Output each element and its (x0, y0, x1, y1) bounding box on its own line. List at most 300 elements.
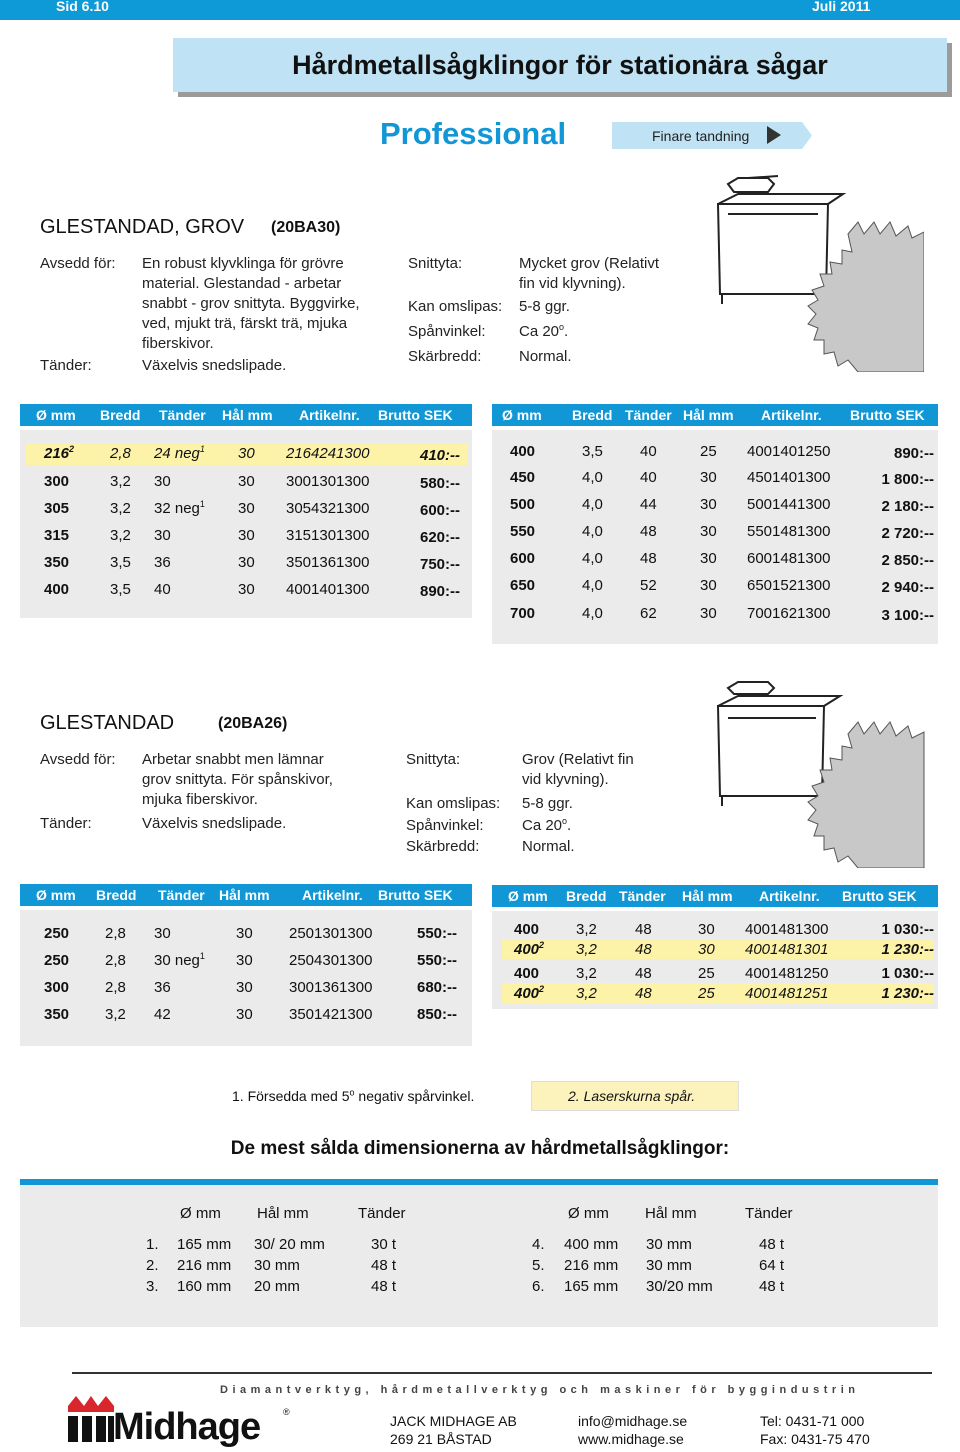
t4-bredd (576, 965, 597, 982)
company-name: JACK MIDHAGE AB (390, 1413, 517, 1429)
top-bar (0, 0, 960, 20)
t4-tander-value: 48 (635, 941, 652, 958)
t4-art-value: 4001481251 (745, 985, 829, 1002)
t3-price (417, 925, 457, 942)
footnote-2: 2. Laserskurna spår. (568, 1088, 696, 1104)
t2-dia-value: 600 (510, 550, 536, 567)
t4-price: 1 030:-- (881, 921, 934, 938)
t4-bredd-value: 3,2 (576, 985, 597, 1002)
s2-snitt-line: vid klyvning). (522, 771, 609, 788)
t2-art-value: 4501401300 (747, 469, 831, 486)
t1-dia-value: 300 (44, 473, 70, 490)
t2-dia-value: 550 (510, 523, 536, 540)
t1-tander (154, 473, 171, 490)
s1-avsedd-line: material. Glestandad - arbetar (142, 275, 342, 292)
t2-art-value: 5501481300 (747, 523, 831, 540)
footnote-1-text: negativ spårvinkel. (354, 1088, 475, 1104)
t1-price (420, 583, 460, 600)
t2-tander-value: 48 (640, 550, 657, 567)
best-head-dia: Ø mm (568, 1205, 609, 1222)
professional-label: Professional (380, 116, 567, 151)
t3-art (289, 1006, 372, 1023)
t2-dia (510, 523, 535, 540)
s1-avsedd-line: En robust klyvklinga för grövre (142, 255, 344, 272)
t3-dia (44, 979, 69, 996)
t3-tander (154, 925, 171, 942)
t1-tander-value: 24 neg (154, 445, 200, 462)
t2-bredd (582, 550, 603, 567)
t4-hal-value: 30 (698, 921, 715, 938)
t4-dia (514, 921, 539, 938)
s2-avsedd-text (142, 750, 333, 810)
t1-bredd (110, 581, 131, 598)
t3-bredd-value: 2,8 (105, 979, 126, 996)
t2-bredd (582, 496, 603, 513)
t1-price-value: 890:-- (420, 583, 461, 600)
table-saw-illustration (712, 678, 928, 868)
t4-dia-value: 400 (514, 941, 540, 958)
t1-hal-value: 30 (238, 473, 255, 490)
t2-price: 2 720:-- (881, 525, 934, 542)
s1-oms-label: Kan omslipas: (408, 298, 503, 315)
t3-tander (154, 952, 205, 969)
t4-dia (514, 941, 544, 958)
t1-art-value: 3001301300 (286, 473, 370, 490)
t2-bredd-value: 3,5 (582, 443, 603, 460)
s1-span-value (519, 322, 568, 342)
s1-oms-value: 5-8 ggr. (519, 298, 570, 315)
t1-tander-value: 40 (154, 581, 171, 598)
t2-bredd-value: 4,0 (582, 496, 603, 513)
best-hal: 30 mm (646, 1257, 692, 1274)
s1-span-dot: . (564, 323, 569, 340)
t2-price: 890:-- (893, 445, 934, 462)
col-bredd: Bredd (572, 407, 613, 423)
t3-tander-value: 36 (154, 979, 171, 996)
t1-tander-note: 1 (199, 499, 205, 509)
best-rank: 3. (146, 1278, 159, 1295)
t4-tander (635, 985, 652, 1002)
page-title-box (173, 38, 947, 92)
company-tel: Tel: 0431-71 000 (760, 1413, 865, 1429)
t3-hal-value: 30 (236, 952, 253, 969)
s1-tander-value: Växelvis snedslipade. (142, 357, 287, 374)
best-rank: 1. (146, 1236, 159, 1253)
col-dia: Ø mm (36, 887, 76, 903)
s1-avsedd-line: snabbt - grov snittyta. Byggvirke, (142, 295, 360, 312)
t2-dia (510, 605, 535, 622)
t2-hal (700, 550, 717, 567)
t1-art (286, 473, 369, 490)
t4-tander (635, 965, 652, 982)
t1-price (420, 475, 460, 492)
t4-dia (514, 985, 544, 1002)
t1-tander-value: 32 neg (154, 500, 200, 517)
best-hal: 30 mm (254, 1257, 300, 1274)
t2-dia (510, 496, 535, 513)
col-dia: Ø mm (502, 407, 542, 423)
t3-hal (236, 925, 253, 942)
col-dia: Ø mm (508, 888, 548, 904)
t1-tander (154, 554, 171, 571)
t1-art-value: 4001401300 (286, 581, 370, 598)
t1-dia-note: 2 (69, 444, 75, 454)
t1-dia (44, 473, 69, 490)
best-tander: 64 t (759, 1257, 785, 1274)
t3-tander-note: 1 (199, 951, 205, 961)
company-fax: Fax: 0431-75 470 (760, 1431, 870, 1447)
t2-tander (640, 577, 657, 594)
t1-dia (44, 581, 69, 598)
t3-art (289, 979, 372, 996)
t4-bredd-value: 3,2 (576, 921, 597, 938)
best-head-dia: Ø mm (180, 1205, 221, 1222)
t4-price: 1 030:-- (881, 965, 934, 982)
s2-span-value (522, 816, 571, 836)
s2-avsedd-line: Arbetar snabbt men lämnar (142, 751, 324, 768)
best-hal: 30/ 20 mm (254, 1236, 325, 1253)
t3-dia-value: 250 (44, 952, 70, 969)
table-saw-illustration (708, 174, 924, 372)
col-dia: Ø mm (36, 407, 76, 423)
t4-bredd (576, 941, 597, 958)
t1-bredd (110, 473, 131, 490)
t4-hal (698, 921, 715, 938)
t2-tander (640, 523, 657, 540)
t2-hal (700, 605, 717, 622)
t4-tander-value: 48 (635, 985, 652, 1002)
t2-tander-value: 40 (640, 443, 657, 460)
t3-price-value: 850:-- (417, 1006, 458, 1023)
t2-dia-value: 500 (510, 496, 536, 513)
s2-span-label: Spånvinkel: (406, 817, 484, 834)
s2-avsedd-label: Avsedd för: (40, 751, 116, 768)
t3-bredd (105, 952, 126, 969)
t4-hal (698, 985, 715, 1002)
t2-art (747, 605, 830, 622)
t2-bredd (582, 605, 603, 622)
t2-art (747, 577, 830, 594)
t2-tander-value: 62 (640, 605, 657, 622)
t4-bredd (576, 985, 597, 1002)
t4-price: 1 230:-- (881, 941, 934, 958)
t3-art-value: 3501421300 (289, 1006, 373, 1023)
midhage-logo-icon (68, 1392, 114, 1444)
footnote-2-box (531, 1081, 739, 1111)
t2-bredd (582, 469, 603, 486)
table2-header (492, 404, 938, 426)
col-art: Artikelnr. (759, 888, 820, 904)
t3-tander (154, 979, 171, 996)
col-art: Artikelnr. (302, 887, 363, 903)
t2-hal-value: 25 (700, 443, 717, 460)
s1-snitt-line: Mycket grov (Relativt (519, 255, 660, 272)
t4-tander-value: 48 (635, 921, 652, 938)
col-hal: Hål mm (222, 407, 273, 423)
t2-hal-value: 30 (700, 496, 717, 513)
best-dia: 165 mm (564, 1278, 619, 1295)
t1-hal (238, 581, 255, 598)
col-price: Brutto SEK (378, 887, 453, 903)
t2-art-value: 4001401250 (747, 443, 831, 460)
best-head-tander: Tänder (358, 1205, 406, 1222)
s2-skar-label: Skärbredd: (406, 838, 480, 855)
t3-art (289, 952, 372, 969)
t1-bredd (110, 554, 131, 571)
t3-dia-value: 350 (44, 1006, 70, 1023)
t1-bredd-value: 3,2 (110, 527, 131, 544)
t3-hal-value: 30 (236, 925, 253, 942)
t2-hal-value: 30 (700, 577, 717, 594)
best-rank: 2. (146, 1257, 159, 1274)
col-price: Brutto SEK (378, 407, 453, 423)
s2-span-deg: o (562, 816, 568, 826)
t2-tander (640, 443, 657, 460)
t4-dia-note: 2 (539, 940, 545, 950)
t3-art-value: 2504301300 (289, 952, 373, 969)
col-art: Artikelnr. (299, 407, 360, 423)
t2-hal (700, 469, 717, 486)
t2-tander-value: 48 (640, 523, 657, 540)
table3-header (20, 884, 472, 906)
t3-hal-value: 30 (236, 979, 253, 996)
t1-price (420, 447, 460, 464)
t3-art-value: 2501301300 (289, 925, 373, 942)
t4-hal-value: 25 (698, 985, 715, 1002)
col-bredd: Bredd (100, 407, 141, 423)
s1-snitt-label: Snittyta: (408, 255, 463, 272)
company-city: 269 21 BÅSTAD (390, 1431, 492, 1447)
t1-bredd-value: 3,5 (110, 554, 131, 571)
s2-avsedd-line: grov snittyta. För spånskivor, (142, 771, 333, 788)
col-hal: Hål mm (682, 888, 733, 904)
t4-art (745, 985, 828, 1002)
finare-tandning-link[interactable] (612, 122, 812, 149)
page-date: Juli 2011 (812, 0, 871, 14)
page-number: Sid 6.10 (56, 0, 109, 14)
t3-price-value: 550:-- (417, 925, 458, 942)
t4-tander (635, 941, 652, 958)
t2-dia (510, 443, 535, 460)
col-bredd: Bredd (96, 887, 137, 903)
t2-bredd-value: 4,0 (582, 577, 603, 594)
footer-divider (72, 1372, 932, 1374)
t2-price: 2 850:-- (881, 552, 934, 569)
bestsellers-title: De mest sålda dimensionerna av hårdmetallsågklingor: (230, 1138, 730, 1159)
t2-art (747, 443, 830, 460)
t4-tander-value: 48 (635, 965, 652, 982)
t2-dia (510, 550, 535, 567)
t2-bredd-value: 4,0 (582, 523, 603, 540)
s2-skar-value: Normal. (522, 838, 575, 855)
t3-tander-value: 30 (154, 925, 171, 942)
t4-hal (698, 965, 715, 982)
best-tander: 30 t (371, 1236, 397, 1253)
t2-price: 3 100:-- (881, 607, 934, 624)
t1-bredd (110, 445, 131, 462)
bestsellers-box (20, 1179, 938, 1327)
s2-snitt-label: Snittyta: (406, 751, 461, 768)
best-dia: 400 mm (564, 1236, 619, 1253)
t1-tander-value: 36 (154, 554, 171, 571)
s1-avsedd-line: ved, mjukt trä, färskt trä, mjuka (142, 315, 348, 332)
t1-art (286, 554, 369, 571)
col-art: Artikelnr. (761, 407, 822, 423)
s1-tander-label: Tänder: (40, 357, 92, 374)
s1-snitt-text (519, 254, 659, 294)
t4-bredd-value: 3,2 (576, 941, 597, 958)
section2-title: GLESTANDAD (40, 712, 175, 734)
t2-art (747, 469, 830, 486)
t2-bredd (582, 577, 603, 594)
best-dia: 165 mm (177, 1236, 232, 1253)
t2-hal-value: 30 (700, 523, 717, 540)
t2-dia-value: 650 (510, 577, 536, 594)
col-tander: Tänder (619, 888, 666, 904)
t1-price-value: 750:-- (420, 556, 461, 573)
t2-tander (640, 469, 657, 486)
t1-dia-value: 305 (44, 500, 70, 517)
t3-bredd (105, 1006, 126, 1023)
col-price: Brutto SEK (850, 407, 925, 423)
t1-price (420, 502, 460, 519)
t4-price: 1 230:-- (881, 985, 934, 1002)
t2-hal (700, 523, 717, 540)
t1-price-value: 580:-- (420, 475, 461, 492)
t3-art-value: 3001361300 (289, 979, 373, 996)
t2-dia (510, 577, 535, 594)
footnote-1-deg: o (349, 1087, 355, 1098)
t1-bredd-value: 3,2 (110, 500, 131, 517)
t1-dia-value: 350 (44, 554, 70, 571)
t2-dia-value: 400 (510, 443, 536, 460)
t3-hal (236, 1006, 253, 1023)
t1-tander-value: 30 (154, 527, 171, 544)
t1-hal-value: 30 (238, 581, 255, 598)
t1-bredd (110, 500, 131, 517)
t2-dia-value: 450 (510, 469, 536, 486)
t1-art-value: 3054321300 (286, 500, 370, 517)
best-head-tander: Tänder (745, 1205, 793, 1222)
t3-dia (44, 952, 69, 969)
best-dia: 216 mm (564, 1257, 619, 1274)
page-title: Hårdmetallsågklingor för stationära sågar (292, 50, 828, 80)
t2-dia (510, 469, 535, 486)
t2-hal (700, 577, 717, 594)
t3-bredd (105, 925, 126, 942)
t1-tander-value: 30 (154, 473, 171, 490)
s2-avsedd-line: mjuka fiberskivor. (142, 791, 258, 808)
t2-bredd-value: 4,0 (582, 469, 603, 486)
t3-dia (44, 925, 69, 942)
t1-dia (44, 445, 74, 462)
best-head-hal: Hål mm (645, 1205, 697, 1222)
t2-tander (640, 605, 657, 622)
t1-tander (154, 581, 171, 598)
t3-price (417, 1006, 457, 1023)
company-web[interactable]: www.midhage.se (578, 1431, 684, 1447)
footnote-1 (232, 1088, 474, 1104)
t1-dia (44, 554, 69, 571)
best-dia: 216 mm (177, 1257, 232, 1274)
t1-tander (154, 500, 205, 517)
t2-art (747, 550, 830, 567)
t3-tander-value: 30 neg (154, 952, 200, 969)
t1-price-value: 410:-- (420, 447, 461, 464)
t2-art (747, 523, 830, 540)
s1-span-deg: o (559, 322, 565, 332)
t2-hal (700, 443, 717, 460)
t1-hal (238, 473, 255, 490)
best-hal: 30 mm (646, 1236, 692, 1253)
company-email[interactable]: info@midhage.se (578, 1413, 688, 1429)
t2-art-value: 6001481300 (747, 550, 831, 567)
t3-bredd-value: 3,2 (105, 1006, 126, 1023)
col-price: Brutto SEK (842, 888, 917, 904)
t2-bredd-value: 4,0 (582, 550, 603, 567)
t1-art (286, 445, 369, 462)
best-tander: 48 t (371, 1278, 397, 1295)
t3-dia-value: 250 (44, 925, 70, 942)
t1-dia-value: 400 (44, 581, 70, 598)
t1-tander (154, 445, 205, 462)
s1-snitt-line: fin vid klyvning). (519, 275, 626, 292)
t3-price-value: 680:-- (417, 979, 458, 996)
t4-dia-value: 400 (514, 985, 540, 1002)
best-hal: 20 mm (254, 1278, 300, 1295)
t4-hal-value: 25 (698, 965, 715, 982)
t3-dia (44, 1006, 69, 1023)
finare-tandning-label: Finare tandning (652, 128, 750, 144)
t2-art-value: 7001621300 (747, 605, 831, 622)
midhage-logo-text: Midhage (113, 1406, 261, 1448)
t1-price (420, 556, 460, 573)
footnote-1-text: 1. Försedda med 5 (232, 1088, 350, 1104)
t1-hal-value: 30 (238, 527, 255, 544)
t2-art-value: 5001441300 (747, 496, 831, 513)
section1-code: (20BA30) (271, 219, 341, 236)
table4-header (492, 885, 938, 907)
registered-mark: ® (283, 1407, 290, 1417)
s2-oms-label: Kan omslipas: (406, 795, 501, 812)
arrow-right-icon (767, 126, 781, 144)
section1-title: GLESTANDAD, GROV (40, 216, 245, 238)
s1-span-num: Ca 20 (519, 323, 560, 340)
t4-hal (698, 941, 715, 958)
t2-bredd-value: 4,0 (582, 605, 603, 622)
section2-code: (20BA26) (218, 715, 288, 732)
t1-hal (238, 527, 255, 544)
col-hal: Hål mm (219, 887, 270, 903)
col-tander: Tänder (158, 887, 205, 903)
t1-dia-value: 216 (44, 445, 70, 462)
t1-dia (44, 500, 69, 517)
t4-art-value: 4001481300 (745, 921, 829, 938)
t1-price-value: 600:-- (420, 502, 461, 519)
s1-span-label: Spånvinkel: (408, 323, 486, 340)
t1-price-value: 620:-- (420, 529, 461, 546)
best-tander: 48 t (759, 1278, 785, 1295)
t4-art (745, 941, 828, 958)
t3-bredd-value: 2,8 (105, 952, 126, 969)
footer-tagline: Diamantverktyg, hårdmetallverktyg och maskiner för byggindustrin (220, 1384, 860, 1396)
t1-hal (238, 445, 255, 462)
t1-dia (44, 527, 69, 544)
t3-hal-value: 30 (236, 1006, 253, 1023)
t2-art-value: 6501521300 (747, 577, 831, 594)
t3-price-value: 550:-- (417, 952, 458, 969)
s2-tander-label: Tänder: (40, 815, 92, 832)
